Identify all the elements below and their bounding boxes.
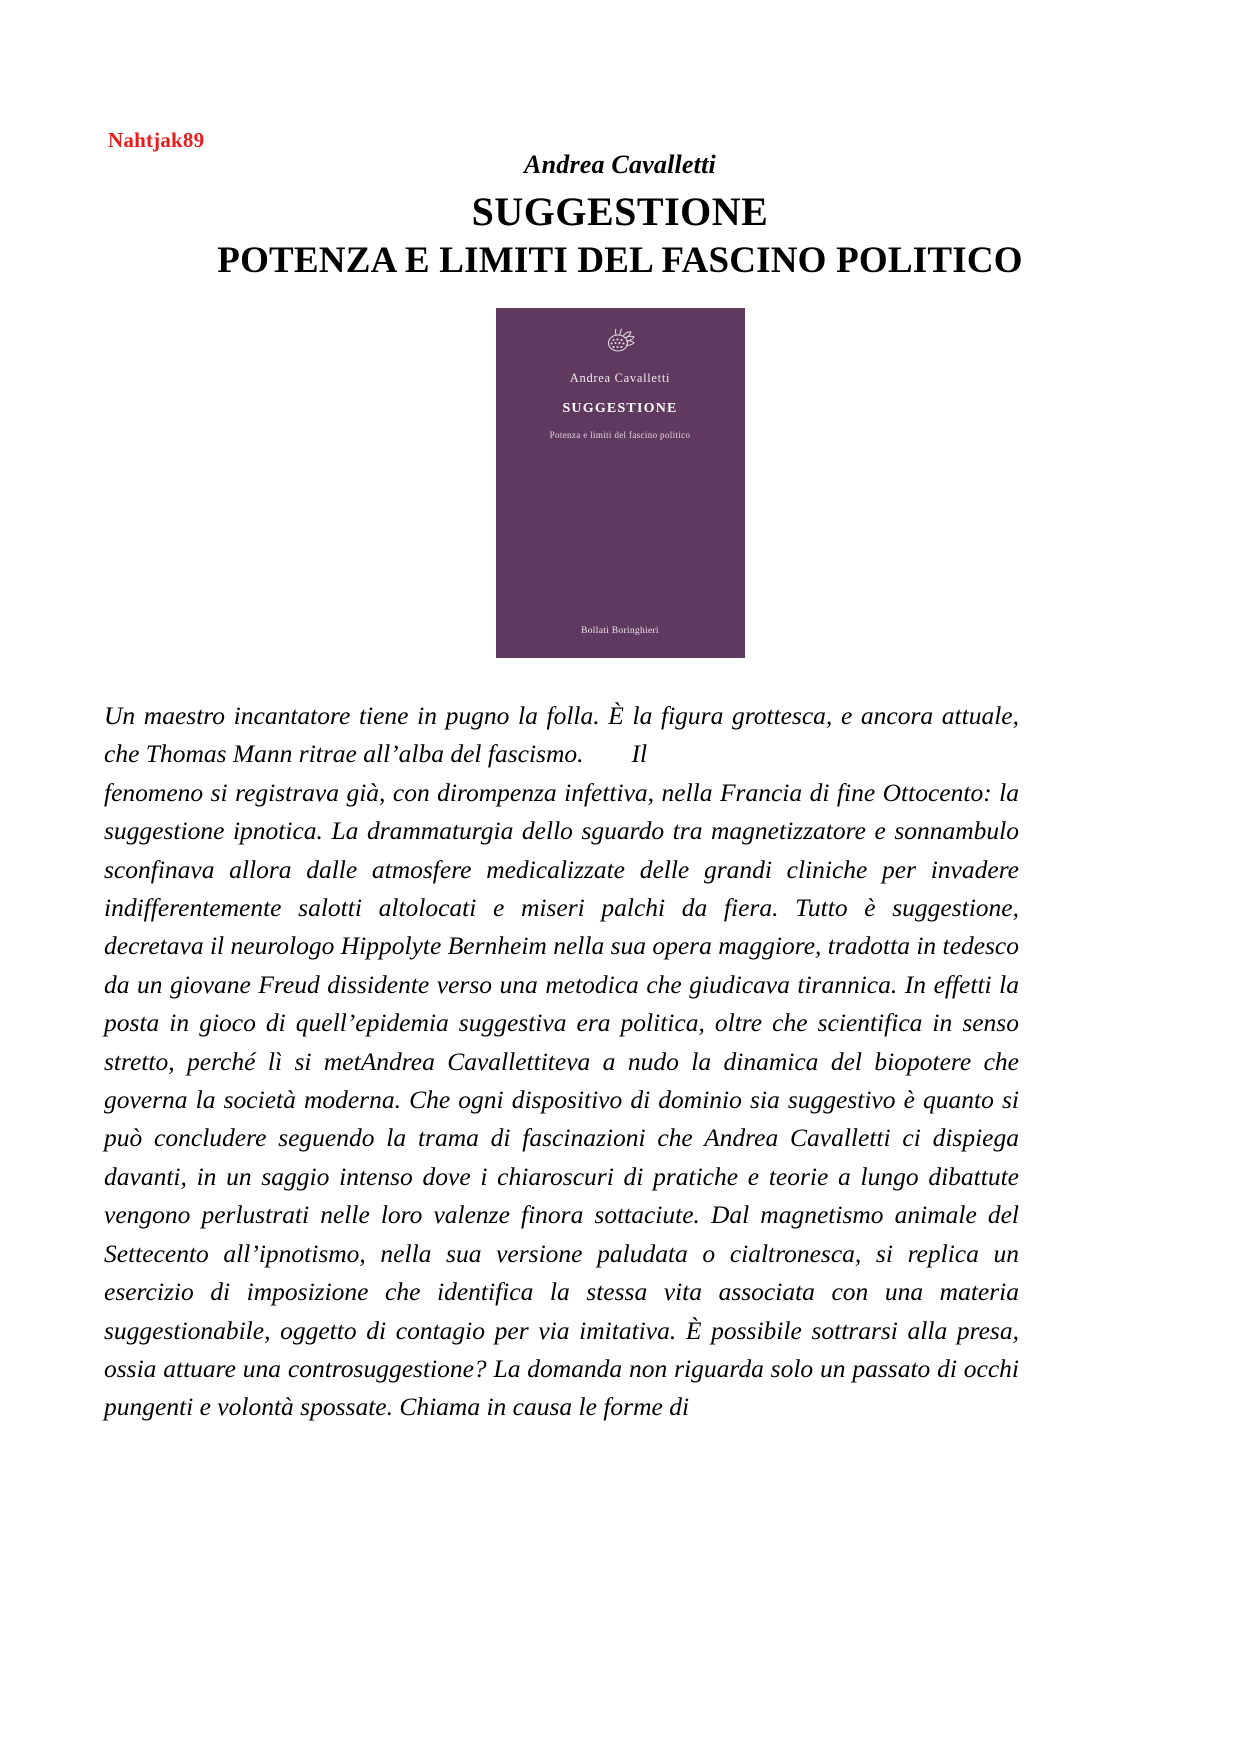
pineapple-publisher-logo-icon xyxy=(603,324,637,356)
body-paragraph-2: fenomeno si registrava già, con dirompenza infettiva, nella Francia di fine Ottocento: la suggestione ipnotica. La drammaturgia dello sguardo tra magnetizzatore e sonnambulo sconfinava allora dalle atmosfere medicalizzate delle grandi cliniche per invadere indifferentemente salotti altolocati e miseri palchi da fiera. Tutto è suggestione, decretava il neurologo Hippolyte Bernheim nella sua opera maggiore, tradotta in tedesco da un giovane Freud dissidente verso una metodica che giudicava tirannica. In effetti la posta in gioco di quell’epidemia suggestiva era politica, oltre che scientifica in senso stretto, perché lì si metAndrea Cavallettiteva a nudo la dinamica del biopotere che governa la società moderna. Che ogni dispositivo di dominio sia suggestivo è quanto si può concludere seguendo la trama di fascinazioni che Andrea Cavalletti ci dispiega davanti, in un saggio intenso dove i chiaroscuri di pratiche e teorie a lungo dibattute vengono perlustrati nelle loro valenze finora sottaciute. Dal magnetismo animale del Settecento all’ipnotismo, nella sua versione paludata o cialtronesca, si replica un esercizio di imposizione che identifica la stessa vita associata con una materia suggestionabile, oggetto di contagio per via imitativa. È possibile sottrarsi alla presa, ossia attuare una controsuggestione? La domanda non riguarda solo un passato di occhi pungenti e volontà spossate. Chiama in causa le forme di xyxy=(104,777,1019,1422)
cover-author: Andrea Cavalletti xyxy=(569,371,671,385)
watermark-label: Nahtjak89 xyxy=(108,128,205,152)
header-author: Andrea Cavalletti xyxy=(524,150,716,179)
body-copy xyxy=(104,697,1019,1427)
body-paragraph-1 xyxy=(104,697,1019,774)
title-block xyxy=(108,150,1132,283)
book-cover-text-block xyxy=(496,370,745,442)
book-cover-image xyxy=(496,308,745,658)
page-subtitle: POTENZA E LIMITI DEL FASCINO POLITICO xyxy=(217,239,1023,281)
page-title: SUGGESTIONE xyxy=(471,188,769,234)
cover-subtitle: Potenza e limiti del fascino politico xyxy=(549,430,691,441)
body-il-fragment: Il xyxy=(631,739,648,769)
cover-title: SUGGESTIONE xyxy=(562,401,678,417)
body-paragraph-1-text: Un maestro incantatore tiene in pugno la folla. È la figura grottesca, e ancora attuale, che Thomas Mann ritrae all’alba del fascismo. xyxy=(104,701,1019,769)
book-cover-wrapper xyxy=(0,308,1240,658)
cover-publisher: Bollati Boringhieri xyxy=(581,626,659,636)
